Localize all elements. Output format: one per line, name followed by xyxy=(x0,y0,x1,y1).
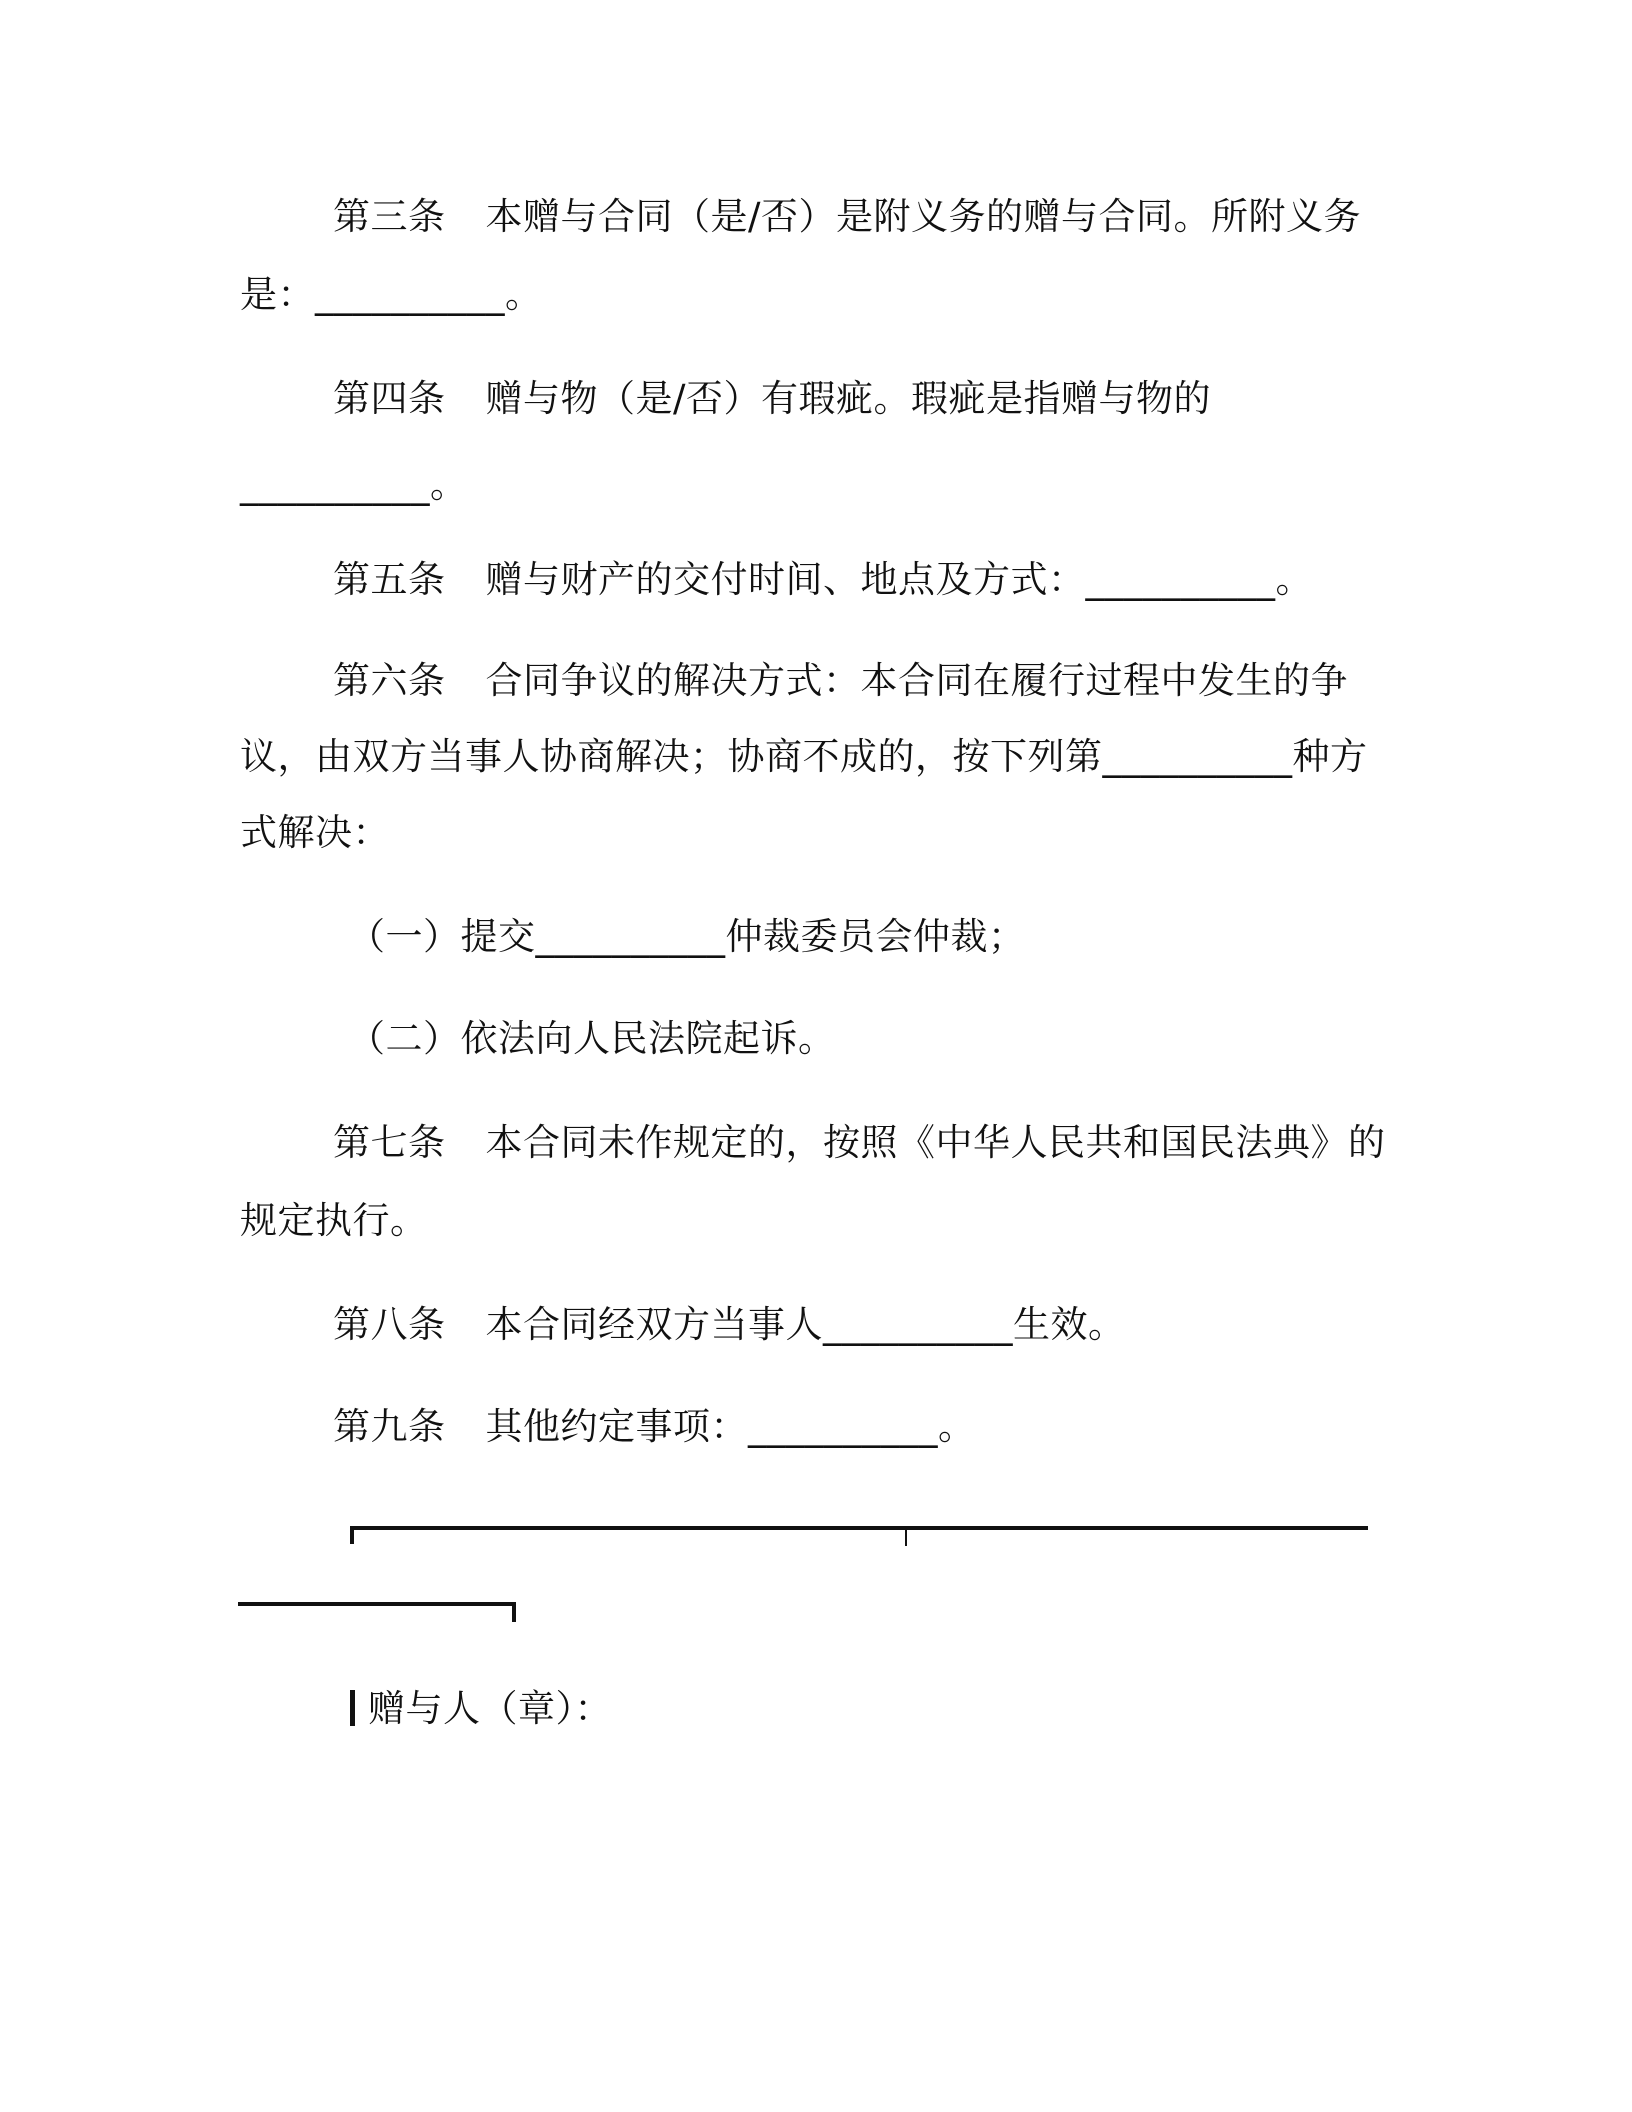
article-5-line-1 xyxy=(333,555,1313,605)
article-5-text: 赠与财产的交付时间、地点及方式：__________。 xyxy=(485,558,1313,601)
article-4-text: 赠与物（是/否）有瑕疵。瑕疵是指赠与物的 xyxy=(485,377,1211,420)
article-6-line-3: 式解决： xyxy=(240,811,390,854)
article-9-text: 其他约定事项：__________。 xyxy=(485,1405,976,1448)
article-7-label: 第七条 xyxy=(333,1121,446,1164)
donor-seal-label: 赠与人（章）： xyxy=(368,1687,612,1730)
article-4-label: 第四条 xyxy=(333,377,446,420)
article-6-label: 第六条 xyxy=(333,659,446,702)
article-9-line-1 xyxy=(333,1402,976,1452)
article-4-line-2: __________。 xyxy=(240,463,468,506)
article-8-line-1 xyxy=(333,1300,1126,1350)
article-8-label: 第八条 xyxy=(333,1303,446,1346)
article-3-line-2: 是：__________。 xyxy=(240,273,543,316)
table-lower-border xyxy=(238,1602,516,1606)
article-6-line-2: 议，由双方当事人协商解决；协商不成的，按下列第__________种方 xyxy=(240,735,1368,778)
article-6-text: 合同争议的解决方式：本合同在履行过程中发生的争 xyxy=(485,659,1348,702)
article-7-line-1 xyxy=(333,1118,1386,1168)
article-6-option-1: （一）提交__________仲裁委员会仲裁； xyxy=(348,915,1026,958)
article-6-line-1 xyxy=(333,656,1348,706)
table-lower-right-tick xyxy=(512,1602,516,1622)
article-6-option-2: （二）依法向人民法院起诉。 xyxy=(348,1017,836,1060)
article-4-line-1 xyxy=(333,374,1211,424)
article-9-label: 第九条 xyxy=(333,1405,446,1448)
article-3-label: 第三条 xyxy=(333,195,446,238)
table-middle-tick xyxy=(905,1530,907,1546)
article-7-text: 本合同未作规定的，按照《中华人民共和国民法典》的 xyxy=(485,1121,1386,1164)
table-top-border xyxy=(350,1526,1368,1530)
article-7-line-2: 规定执行。 xyxy=(240,1199,428,1242)
table-left-tick xyxy=(350,1526,354,1544)
article-5-label: 第五条 xyxy=(333,558,446,601)
article-3-line-1 xyxy=(333,192,1361,242)
article-3-text: 本赠与合同（是/否）是附义务的赠与合同。所附义务 xyxy=(485,195,1361,238)
signature-left-bar xyxy=(350,1690,355,1726)
article-8-text: 本合同经双方当事人__________生效。 xyxy=(485,1303,1126,1346)
